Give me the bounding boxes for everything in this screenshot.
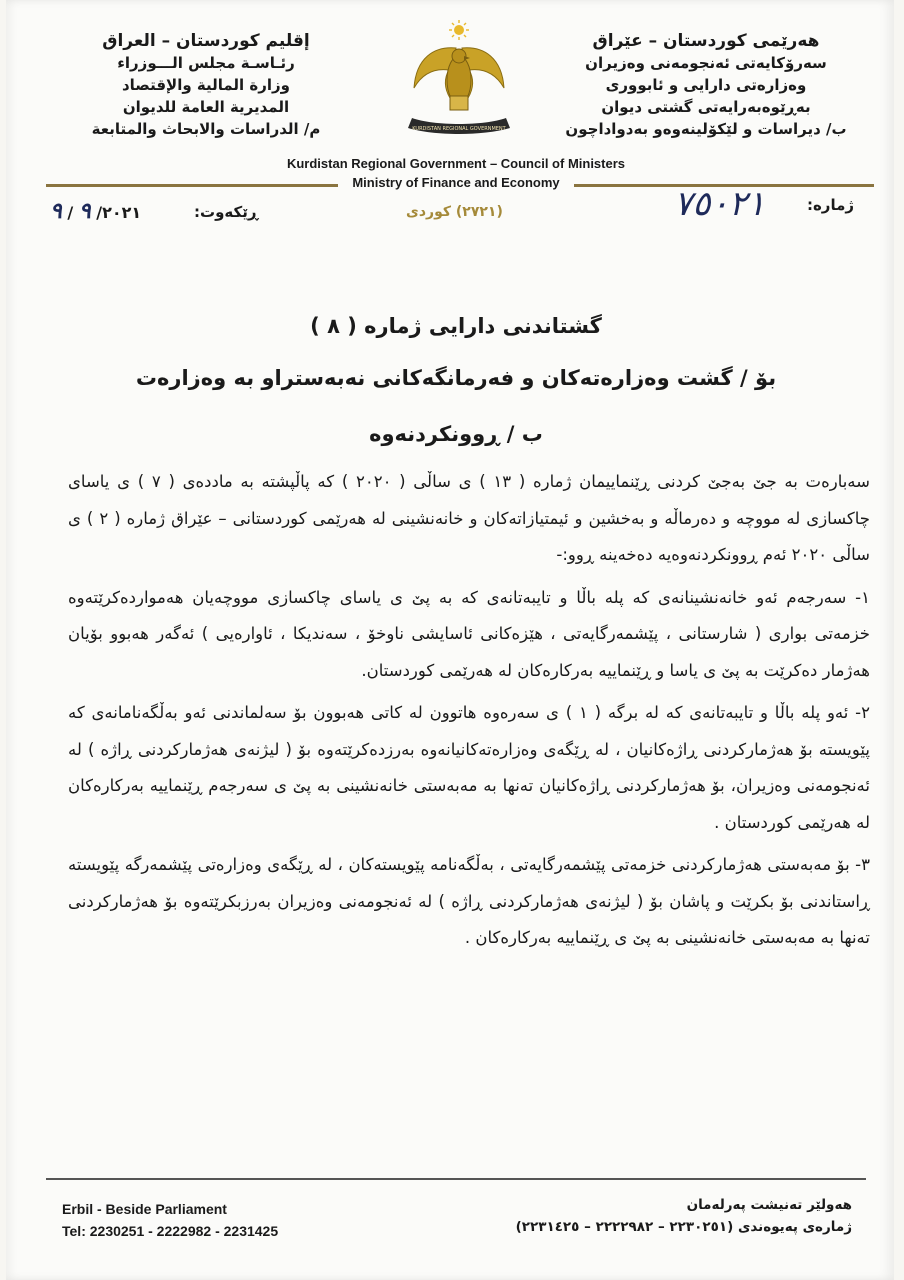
reference-number-value: ٧٥٠٢١ [674, 184, 766, 224]
body-paragraph-3: ٣- بۆ مەبەستی هەژمارکردنی خزمەتی پێشمەرگایەتی ، بەڵگەنامە پێویستەکان ، لە ڕێگەی وەزارەتی پێشمەرگە پێویستە ڕاستاندنی بۆ بکرێت و پاشان بۆ ( لیژنەی هەژمارکردنی ڕاژە ) لە ئەنجومەنی وەزیران بەرزبکرێتەوە بۆ هەژمارکردنی تەنها بە مەبەستی خانەنشینی بە پێ ی ڕێنماییە بەرکارەکان . [68, 855, 870, 947]
header-kurdish-line-5: ب/ دیراسات و لێکۆلینەوەو بەدواداچون [565, 120, 847, 138]
document-recipient: بۆ / گشت وەزارەتەکان و فەرمانگەکانی نەبەستراو بە وەزارەت [135, 366, 777, 390]
header-arabic [76, 30, 336, 140]
body-paragraph-1: ١- سەرجەم ئەو خانەنشینانەی کە پلە باڵا و تایبەتانەی کە بە پێ ی یاسای چاکسازی مووچەیان هەمواردەکرێتەوە خزمەتی بواری ( شارستانی ، پێشمەرگایەتی ، هێزەکانی ئاسایشی ناوخۆ ، سەندیکا ، ئاوارەیی ) ئەگەر هەبوو بۆیان هەژمار دەکرێت بە پێ ی یاسا و ڕێنماییە بەرکارەکان لە هەرێمی کوردستان. [68, 587, 870, 680]
header-arabic-line-1: إقليم كوردستان – العراق [102, 31, 310, 51]
date-day: ٩ [50, 198, 62, 224]
date-label: ڕێکەوت: [194, 203, 259, 221]
footer-tel-en: Tel: 2230251 - 2222982 - 2231425 [62, 1223, 279, 1239]
document-page [6, 0, 894, 1280]
date-value: ٢٠٢١/ ٩ / ٩ [50, 198, 142, 224]
header-kurdish-line-3: وەزارەتی دارایی و ئابووری [605, 76, 807, 94]
footer-english [62, 1198, 278, 1242]
date-month: ٩ [78, 198, 91, 224]
body-paragraph-2: ٢- ئەو پلە باڵا و تایبەتانەی کە لە برگە ( ١ ) ی سەرەوە هاتوون لە کاتی هەبوون بۆ سەلماندنی ئەو بەڵگەنامانەی کە پێویستە بۆ هەژمارکردنی ڕاژەکانیان ، لە ڕێگەی وەزارەتەکانیانەوە بەرزدەکرێتەوە بۆ ( لیژنەی هەژمارکردنی ڕاژە ) لە ئەنجومەنی وەزیران، بۆ هەژمارکردنی ڕاژەکانیان تەنها بە مەبەستی خانەنشینی بە پێ ی سەرجەم ڕێنماییە بەرکارەکان لە هەرێمی کوردستان . [68, 703, 870, 832]
header-kurdish-line-1: هەرێمی کوردستان – عێراق [592, 31, 820, 51]
header-english-line-1: Kurdistan Regional Government – Council of Ministers [286, 156, 626, 171]
header-arabic-line-2: رئـاسـة مجلس الـــوزراء [117, 54, 295, 72]
footer-kurdish [516, 1194, 852, 1238]
header-kurdish-line-2: سەرۆکایەتی ئەنجومەنی وەزیران [585, 54, 827, 72]
footer-address-en: Erbil - Beside Parliament [62, 1201, 227, 1217]
emblem-caption: KURDISTAN REGIONAL GOVERNMENT [412, 126, 506, 132]
header-arabic-line-3: وزارة المالية والإقتصاد [121, 76, 291, 94]
krg-emblem-icon [394, 18, 524, 138]
header-arabic-line-5: م/ الدراسات والابحاث والمتابعة [91, 120, 321, 138]
kurdi-year: (٢٧٢١) كوردی [406, 204, 503, 220]
footer-address-ku: هەولێر تەنیشت پەرلەمان [686, 1197, 852, 1213]
footer-tel-ku: ژمارەی پەیوەندی (٢٢٣٠٢٥١ – ٢٢٢٢٩٨٢ – ٢٢٣١٤٢٥) [515, 1219, 852, 1235]
reference-number-label: ژمارە: [806, 196, 854, 214]
header-arabic-line-4: المديرية العامة للديوان [122, 98, 290, 116]
header-kurdish-line-4: بەڕێوەبەرایەتی گشتی دیوان [601, 98, 811, 116]
date-year: ٢٠٢١/ [96, 203, 142, 222]
document-title: گشتاندنی دارایی ژمارە ( ٨ ) [310, 314, 602, 338]
header-english-line-2: Ministry of Finance and Economy [352, 175, 560, 190]
document-body [68, 464, 870, 963]
header-kurdish [556, 30, 856, 140]
sun-icon [449, 20, 469, 40]
footer-rule [46, 1178, 866, 1180]
body-paragraph-intro: سەبارەت بە جێ بەجێ کردنی ڕێنماییمان ژمارە ( ١٣ ) ی ساڵی ( ٢٠٢٠ ) کە پاڵپشتە بە ماددەی ( ٧ ) ی یاسای چاکسازی لە مووچە و دەرماڵە و بەخشین و ئیمتیازاتەکان و خانەنشینی لە هەرێمی کوردستانی – عێراق ژمارە ( ٢ ) ی ساڵی ٢٠٢٠ ئەم ڕوونکردنەوەیە دەخەینە ڕوو:- [68, 472, 870, 564]
document-subject: ب / ڕوونکردنەوە [369, 422, 543, 446]
